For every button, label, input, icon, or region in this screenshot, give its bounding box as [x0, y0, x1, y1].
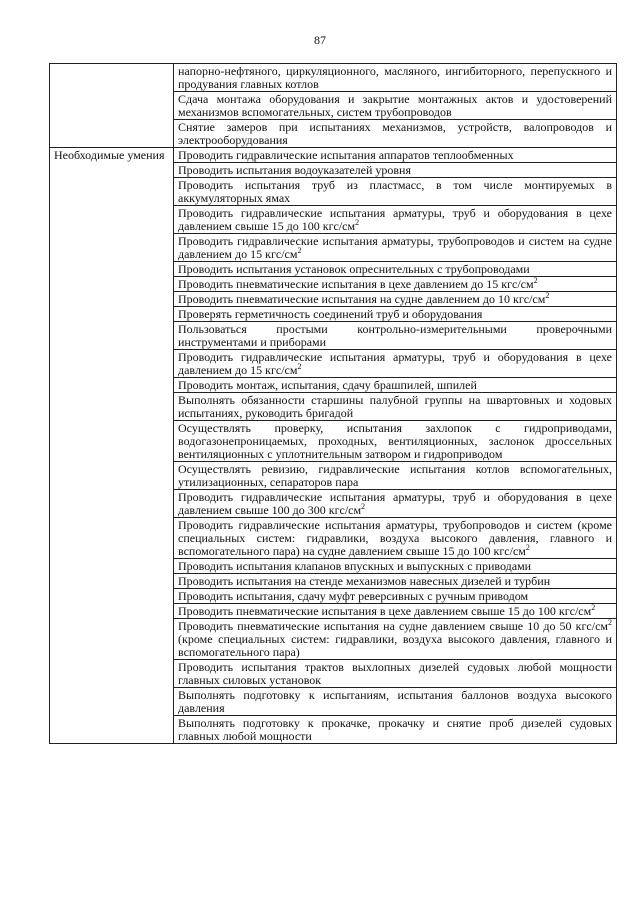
requirement-cell: Проводить испытания установок опреснительных с трубопроводами: [174, 262, 617, 277]
requirement-cell: Проводить испытания, сдачу муфт реверсивных с ручным приводом: [174, 589, 617, 604]
requirement-cell: Выполнять обязанности старшины палубной группы на швартовных и ходовых испытаниях, руководить бригадой: [174, 393, 617, 421]
requirement-cell: Проводить пневматические испытания в цехе давлением до 15 кгс/$см^2$: [174, 277, 617, 292]
requirement-cell: Проводить испытания водоуказателей уровня: [174, 163, 617, 178]
requirements-table-body: [50, 64, 617, 744]
requirement-cell: Проводить гидравлические испытания арматуры, труб и оборудования в цехе давлением свыше 100 до 300 кгс/$см^2$: [174, 490, 617, 518]
requirement-cell: Проводить испытания трактов выхлопных дизелей судовых любой мощности главных силовых установок: [174, 660, 617, 688]
category-cell: Необходимые умения: [50, 148, 174, 744]
requirement-cell: Проводить гидравлические испытания арматуры, труб и оборудования в цехе давлением свыше 15 до 100 кгс/$см^2$: [174, 206, 617, 234]
requirement-cell: Проводить испытания клапанов впускных и выпускных с приводами: [174, 559, 617, 574]
requirement-cell: Проводить испытания труб из пластмасс, в том числе монтируемых в аккумуляторных ямах: [174, 178, 617, 206]
requirement-cell: Осуществлять проверку, испытания захлопок с гидроприводами, водогазонепроницаемых, проходных, вентиляционных, заслонок дроссельных вентиляционных с уплотнительным затвором и гидроприводом: [174, 421, 617, 462]
requirement-cell: Проверять герметичность соединений труб и оборудования: [174, 307, 617, 322]
table-row: [50, 148, 617, 163]
requirement-cell: Проводить пневматические испытания в цехе давлением свыше 15 до 100 кгс/$см^2$: [174, 604, 617, 619]
requirement-cell: Снятие замеров при испытаниях механизмов, устройств, валопроводов и электрооборудования: [174, 120, 617, 148]
requirements-table: [49, 63, 617, 744]
table-row: [50, 64, 617, 92]
requirement-cell: Проводить гидравлические испытания арматуры, труб и оборудования в цехе давлением до 15 кгс/$см^2$: [174, 350, 617, 378]
requirement-cell: Проводить испытания на стенде механизмов навесных дизелей и турбин: [174, 574, 617, 589]
category-cell-empty: [50, 64, 174, 148]
requirement-cell: Осуществлять ревизию, гидравлические испытания котлов вспомогательных, утилизационных, сепараторов пара: [174, 462, 617, 490]
requirement-cell: Проводить пневматические испытания на судне давлением до 10 кгс/$см^2$: [174, 292, 617, 307]
page-number: 87: [314, 33, 326, 47]
requirement-cell: Проводить гидравлические испытания арматуры, трубопроводов и систем (кроме специальных систем: гидравлики, воздуха высокого давления, главного и вспомогательного пара) на судне давлением свыше 15 до 100 кгс/$см^2$: [174, 518, 617, 559]
requirement-cell: Проводить пневматические испытания на судне давлением свыше 10 до 50 кгс/$см^2$ (кроме специальных систем: гидравлики, воздуха высокого давления, главного и вспомогательного пара): [174, 619, 617, 660]
requirement-cell: Проводить гидравлические испытания арматуры, трубопроводов и систем на судне давлением до 15 кгс/$см^2$: [174, 234, 617, 262]
requirement-cell: Пользоваться простыми контрольно-измерительными проверочными инструментами и приборами: [174, 322, 617, 350]
requirement-cell: Проводить монтаж, испытания, сдачу брашпилей, шпилей: [174, 378, 617, 393]
requirement-cell: Сдача монтажа оборудования и закрытие монтажных актов и удостоверений механизмов вспомогательных, систем трубопроводов: [174, 92, 617, 120]
requirement-cell: Выполнять подготовку к прокачке, прокачку и снятие проб дизелей судовых главных любой мощности: [174, 716, 617, 744]
requirement-cell: напорно-нефтяного, циркуляционного, масляного, ингибиторного, перепускного и продувания главных котлов: [174, 64, 617, 92]
requirement-cell: Выполнять подготовку к испытаниям, испытания баллонов воздуха высокого давления: [174, 688, 617, 716]
requirement-cell: Проводить гидравлические испытания аппаратов теплообменных: [174, 148, 617, 163]
